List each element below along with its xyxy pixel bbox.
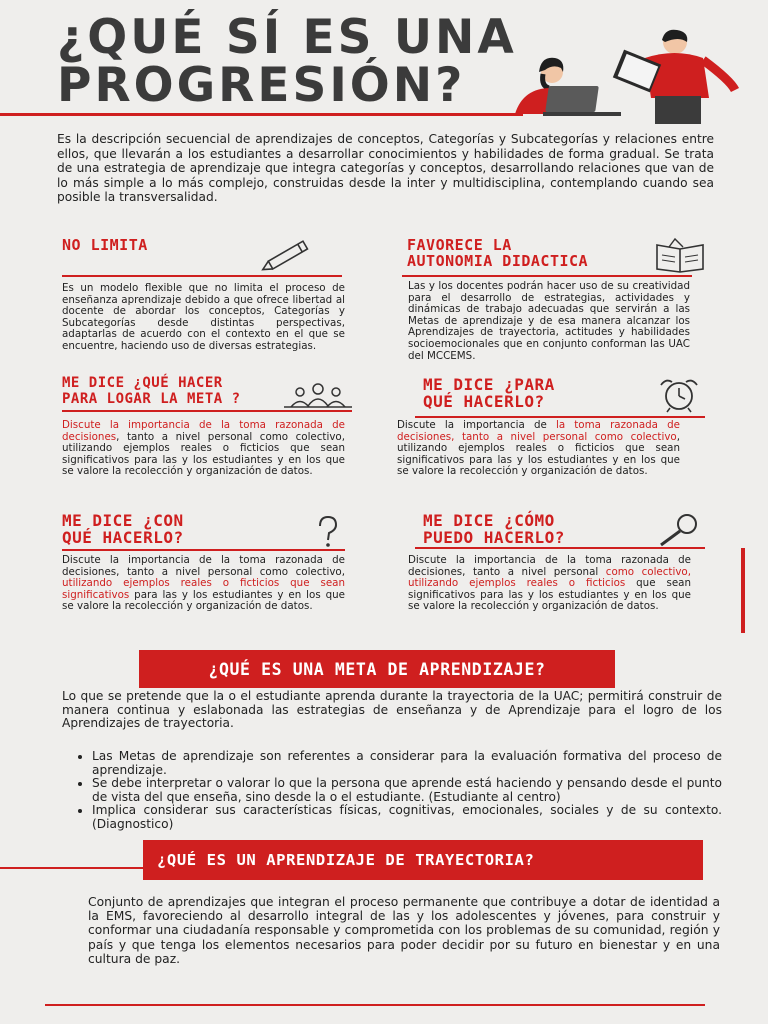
question-icon	[310, 514, 346, 550]
con-que-body: Discute la importancia de la toma razonada de decisiones, tanto a nivel personal como colectivo, utilizando ejemplos reales o ficticios que sean significativos para las y los estudiantes y en los que se valore la recolección y organización de datos.	[62, 554, 345, 613]
pencil-icon	[258, 238, 320, 272]
favorece-divider	[402, 275, 692, 277]
magnifier-icon	[655, 512, 705, 548]
alarm-clock-icon	[652, 377, 706, 413]
para-que-divider	[415, 416, 705, 418]
con-que-heading: ME DICE ¿CON QUÉ HACERLO?	[62, 511, 184, 547]
con-que-divider	[62, 549, 345, 551]
como-divider	[415, 547, 705, 549]
no-limita-body: Es un modelo flexible que no limita el proceso de enseñanza aprendizaje debido a que ofrece libertad al docente de abordar los conceptos, Categorías y Subcategorías desde distintas perspectivas, adaptarlas de acuerdo con el contexto en el que se encuentre, haciendo uso de diversas estrategias.	[62, 282, 345, 352]
list-item: • Las Metas de aprendizaje son referentes a considerar para la evaluación formativa del proceso de aprendizaje.	[92, 750, 722, 777]
list-item: • Implica considerar sus características físicas, cognitivas, emocionales, sociales y de su contexto. (Diagnostico)	[92, 804, 722, 831]
title-line-2: PROGRESIÓN?	[57, 58, 466, 113]
para-que-heading: ME DICE ¿PARA QUÉ HACERLO?	[423, 375, 555, 411]
meta-paragraph: Lo que se pretende que la o el estudiante aprenda durante la trayectoria de la UAC; permitirá construir de manera continua y eslabonada las estrategias de enseñanza y de Aprendizaje para el logro de los Aprendizajes de trayectoria.	[62, 689, 722, 730]
no-limita-divider	[62, 275, 342, 277]
que-hacer-heading: ME DICE ¿QUÉ HACER PARA LOGAR LA META ?	[62, 375, 241, 407]
intro-paragraph: Es la descripción secuencial de aprendizajes de conceptos, Categorías y Subcategorías y relaciones entre ellos, que llevarán a los estudiantes a desarrollar conocimientos y habilidades de forma gradual. Se trata de una estrategia de aprendizaje que integra categorías y conceptos, desarrollando relaciones que van de lo más simple a lo más complejo, construidas desde la inter y multidisciplina, contemplando cuando sea posible la transversalidad.	[57, 132, 714, 205]
list-item: • Se debe interpretar o valorar lo que la persona que aprende está haciendo y pensando desde el punto de vista del que enseña, sino desde la o el estudiante. (Estudiante al centro)	[92, 777, 722, 804]
trayectoria-left-line	[0, 867, 143, 869]
que-hacer-divider	[62, 410, 352, 412]
como-heading: ME DICE ¿CÓMO PUEDO HACERLO?	[423, 511, 565, 547]
title-underline	[0, 113, 523, 116]
meta-heading-band	[139, 650, 615, 688]
teachers-illustration	[505, 28, 745, 124]
people-icon	[282, 382, 354, 408]
como-body: Discute la importancia de la toma razonada de decisiones, tanto a nivel personal como colectivo, utilizando ejemplos reales o ficticios que sean significativos para las y los estudiantes y en los que se valore la recolección y organización de datos.	[408, 554, 691, 613]
trayectoria-heading-band	[143, 840, 703, 880]
footer-divider	[45, 1004, 705, 1006]
side-accent-bar	[741, 548, 745, 633]
title-line-1: ¿QUÉ SÍ ES UNA	[57, 10, 517, 65]
para-que-body: Discute la importancia de la toma razonada de decisiones, tanto a nivel personal como colectivo, utilizando ejemplos reales o ficticios que sean significativos para las y los estudiantes y en los que se valore la recolección y organización de datos.	[397, 419, 680, 478]
no-limita-heading: NO LIMITA	[62, 236, 148, 254]
meta-heading: ¿QUÉ ES UNA META DE APRENDIZAJE?	[208, 659, 546, 679]
meta-bullet-list	[68, 750, 722, 831]
trayectoria-paragraph: Conjunto de aprendizajes que integran el proceso permanente que contribuye a dotar de identidad a la EMS, favoreciendo al desarrollo integral de las y los adolescentes y jóvenes, para construir y conformar una ciudadanía responsable y comprometida con los problemas de su comunidad, región y país y que tenga los elementos necesarios para poder decidir por su futuro en bienestar y en una cultura de paz.	[88, 895, 720, 966]
favorece-body: Las y los docentes podrán hacer uso de su creatividad para el desarrollo de estrategias, actividades y dinámicas de trabajo adecuadas que servirán a las Metas de aprendizaje y de esa manera alcanzar los Aprendizajes de trayectoria, actitudes y habilidades socioemocionales que en conjunto conforman las UAC del MCCEMS.	[408, 280, 690, 362]
favorece-heading: FAVORECE LA AUTONOMIA DIDACTICA	[407, 236, 589, 270]
page-title	[57, 10, 577, 113]
trayectoria-heading: ¿QUÉ ES UN APRENDIZAJE DE TRAYECTORIA?	[157, 851, 535, 869]
que-hacer-body: Discute la importancia de la toma razonada de decisiones, tanto a nivel personal como colectivo, utilizando ejemplos reales o ficticios que sean significativos para las y los estudiantes y en los que se valore la recolección y organización de datos.	[62, 419, 345, 478]
book-icon	[653, 237, 707, 273]
